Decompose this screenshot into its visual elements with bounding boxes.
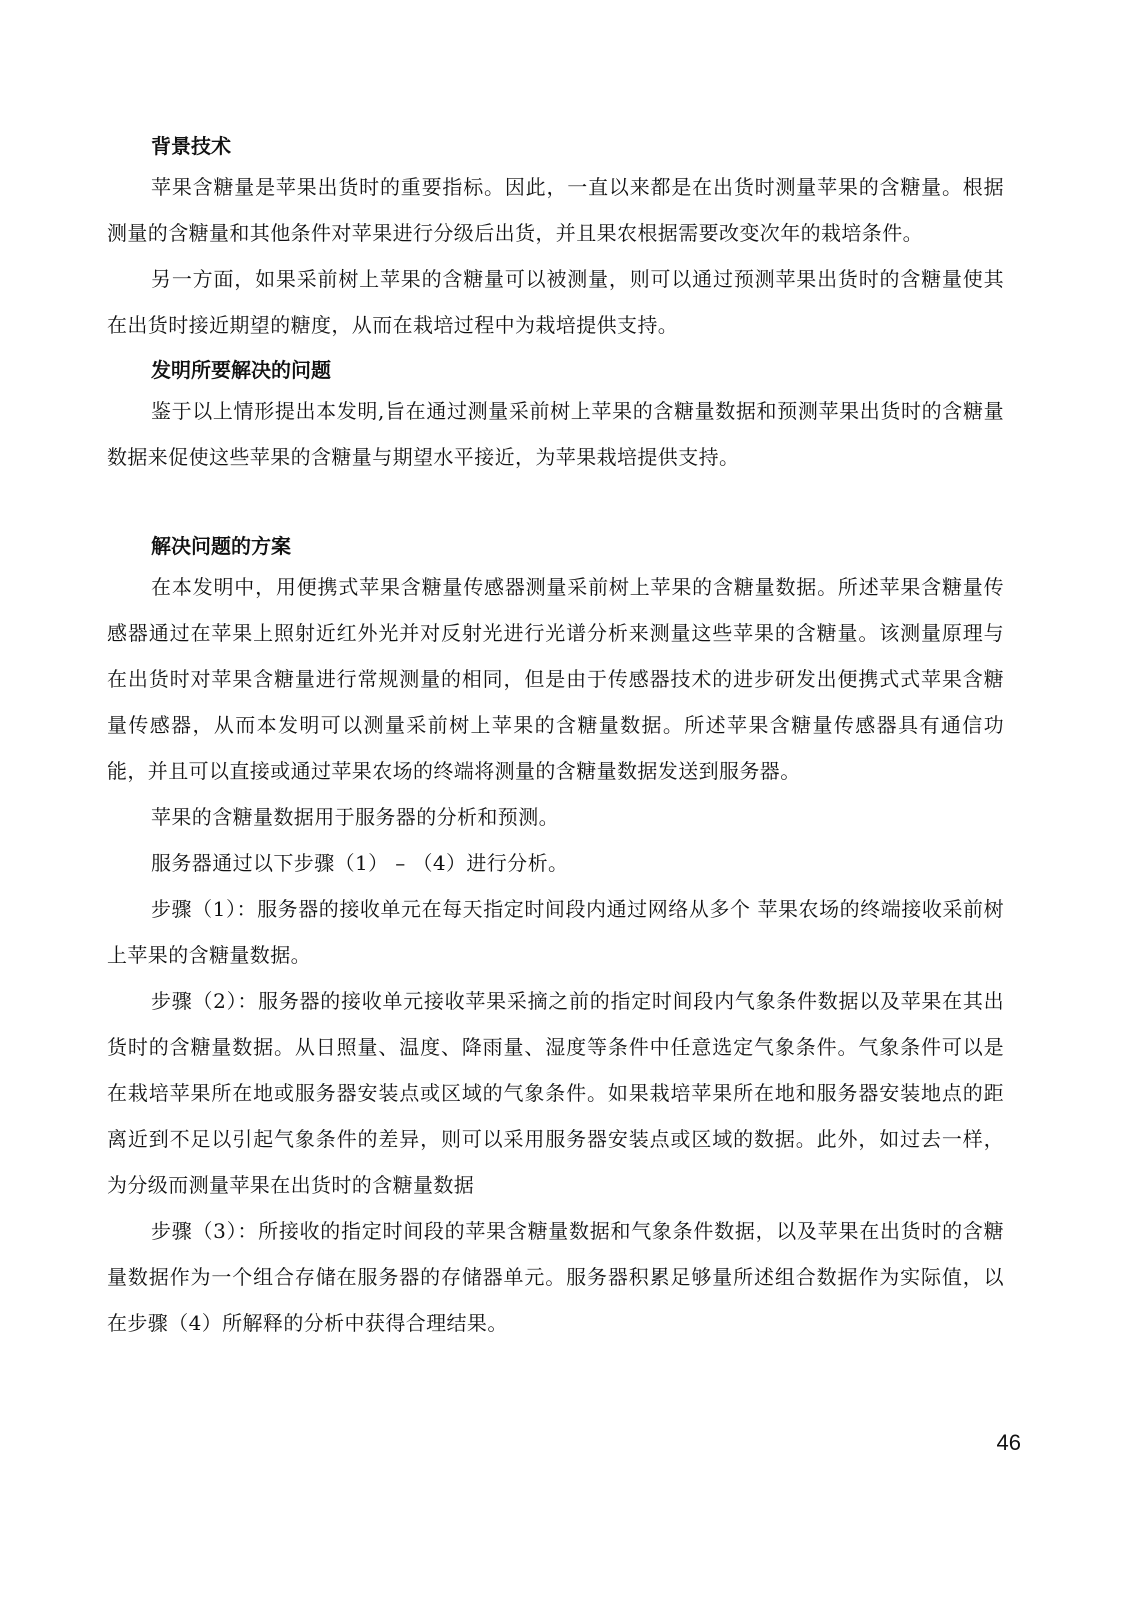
step-paragraph: 步骤（3）：所接收的指定时间段的苹果含糖量数据和气象条件数据，以及苹果在出货时的含糖量数据作为一个组合存储在服务器的存储器单元。服务器积累足够量所述组合数据作为实际值，以在步骤（4）所解释的分析中获得合理结果。 [107, 1219, 1004, 1335]
step-paragraph: 步骤（1）：服务器的接收单元在每天指定时间段内通过网络从多个 苹果农场的终端接收采前树上苹果的含糖量数据。 [107, 897, 1004, 967]
step-paragraph: 步骤（2）：服务器的接收单元接收苹果采摘之前的指定时间段内气象条件数据以及苹果在其出货时的含糖量数据。从日照量、温度、降雨量、湿度等条件中任意选定气象条件。气象条件可以是在栽培苹果所在地或服务器安装点或区域的气象条件。如果栽培苹果所在地和服务器安装地点的距离近到不足以引起气象条件的差异，则可以采用服务器安装点或区域的数据。此外，如过去一样，为分级而测量苹果在出货时的含糖量数据 [107, 989, 1004, 1197]
section-heading-background: 背景技术 [151, 134, 231, 158]
paragraph: 服务器通过以下步骤（1） – （4）进行分析。 [151, 851, 569, 875]
section-heading-problem: 发明所要解决的问题 [151, 358, 331, 382]
paragraph: 鉴于以上情形提出本发明,旨在通过测量采前树上苹果的含糖量数据和预测苹果出货时的含糖量数据来促使这些苹果的含糖量与期望水平接近，为苹果栽培提供支持。 [107, 399, 1004, 469]
paragraph: 苹果的含糖量数据用于服务器的分析和预测。 [151, 805, 559, 829]
document-body [107, 128, 1004, 1346]
paragraph: 苹果含糖量是苹果出货时的重要指标。因此，一直以来都是在出货时测量苹果的含糖量。根据测量的含糖量和其他条件对苹果进行分级后出货，并且果农根据需要改变次年的栽培条件。 [107, 175, 1004, 245]
spacer [107, 480, 1004, 528]
paragraph: 另一方面，如果采前树上苹果的含糖量可以被测量，则可以通过预测苹果出货时的含糖量使其在出货时接近期望的糖度，从而在栽培过程中为栽培提供支持。 [107, 267, 1004, 337]
section-heading-solution: 解决问题的方案 [151, 534, 291, 558]
paragraph: 在本发明中，用便携式苹果含糖量传感器测量采前树上苹果的含糖量数据。所述苹果含糖量传感器通过在苹果上照射近红外光并对反射光进行光谱分析来测量这些苹果的含糖量。该测量原理与在出货时对苹果含糖量进行常规测量的相同，但是由于传感器技术的进步研发出便携式式苹果含糖量传感器，从而本发明可以测量采前树上苹果的含糖量数据。所述苹果含糖量传感器具有通信功能，并且可以直接或通过苹果农场的终端将测量的含糖量数据发送到服务器。 [107, 575, 1004, 783]
page-number: 46 [996, 1430, 1021, 1455]
